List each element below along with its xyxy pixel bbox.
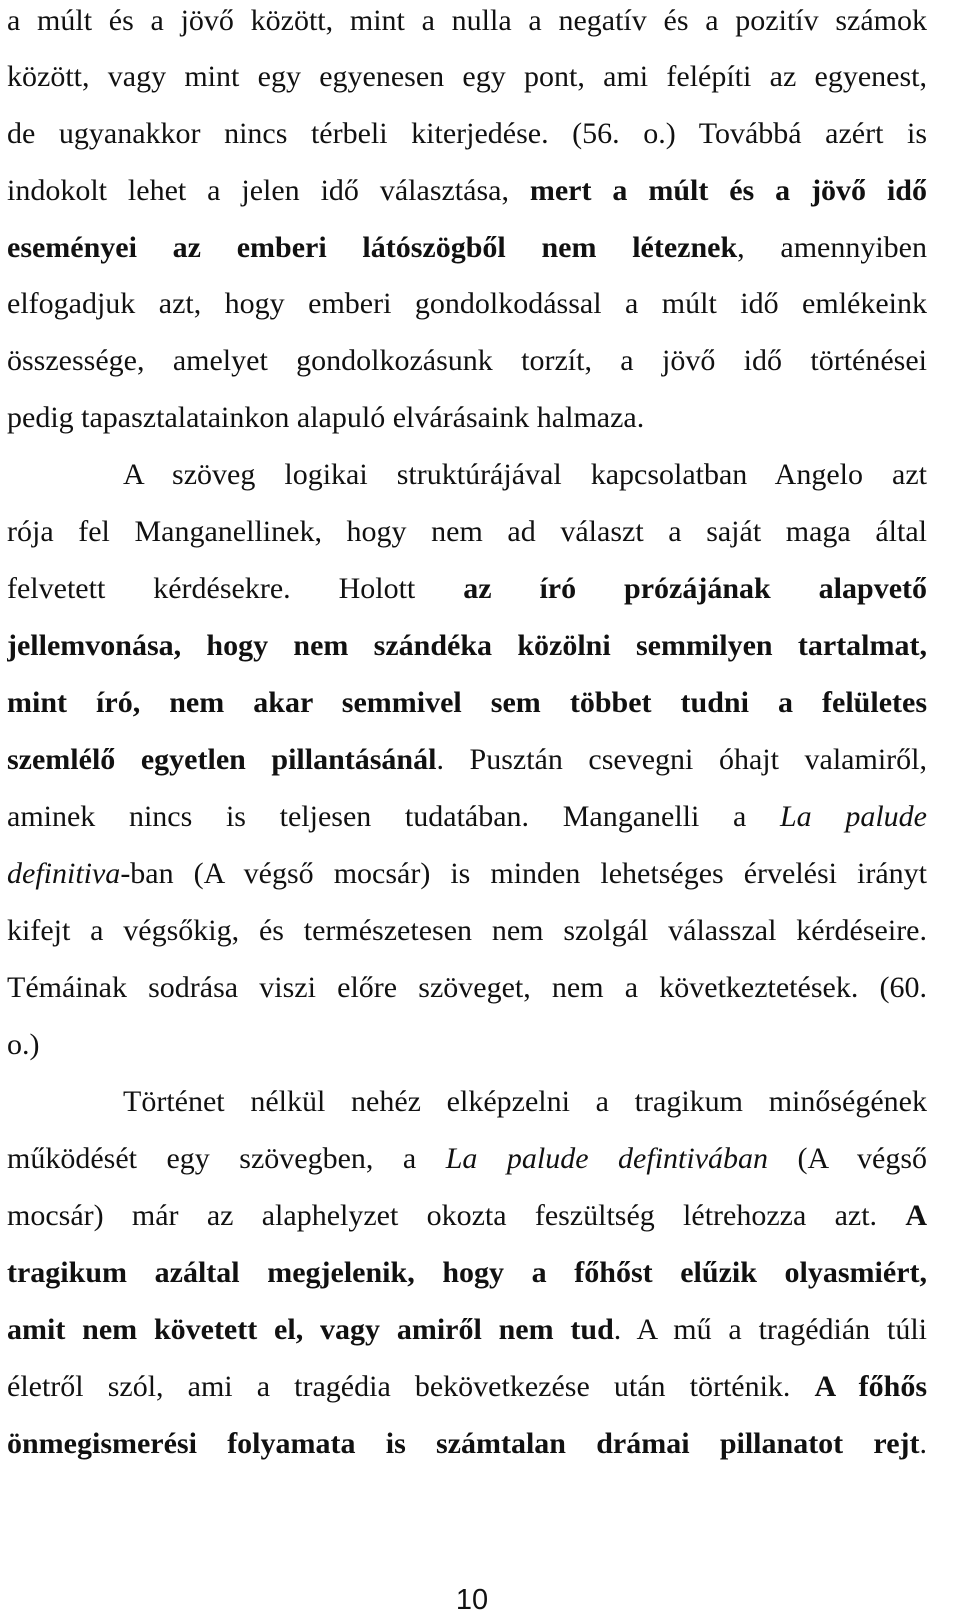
text-run: -ban (A végső mocsár) is minden lehetséges érvelési irányt <box>120 857 927 890</box>
page-number: 10 <box>455 1584 489 1616</box>
text-line <box>7 902 927 959</box>
text-line <box>7 503 927 560</box>
text-line <box>7 0 927 49</box>
text-line <box>7 48 927 105</box>
text-line <box>7 1073 927 1130</box>
text-run: indokolt lehet a jelen idő választása, <box>7 174 530 207</box>
text-line <box>7 1130 927 1187</box>
bold-text-run: A főhős <box>814 1370 927 1403</box>
text-line <box>7 1244 927 1301</box>
text-run: aminek nincs is teljesen tudatában. Manganelli a <box>7 800 780 833</box>
bold-text-run: jellemvonása, hogy nem szándéka közölni semmilyen tartalmat, <box>7 629 927 662</box>
text-run: . Pusztán csevegni óhajt valamiről, <box>436 743 927 776</box>
text-line <box>7 1415 927 1472</box>
text-run: mocsár) már az alaphelyzet okozta feszültség létrehozza azt. <box>7 1199 906 1232</box>
text-run: (A végső <box>768 1142 927 1175</box>
text-line <box>7 332 927 389</box>
text-run: . <box>919 1427 927 1460</box>
text-run: felvetett kérdésekre. Holott <box>7 572 464 605</box>
text-line <box>7 105 927 162</box>
text-run: A szöveg logikai struktúrájával kapcsolatban Angelo azt <box>123 458 927 491</box>
text-run: . A mű a tragédián túli <box>613 1313 927 1346</box>
text-line <box>7 731 927 788</box>
bold-text-run: az író prózájának alapvető <box>463 572 927 605</box>
text-run: a múlt és a jövő között, mint a nulla a negatív és a pozitív számok <box>7 4 927 37</box>
text-run: elfogadjuk azt, hogy emberi gondolkodással a múlt idő emlékeink <box>7 287 927 320</box>
bold-text-run: mert a múlt és a jövő idő <box>529 174 927 207</box>
text-run: Történet nélkül nehéz elképzelni a tragikum minőségének <box>123 1085 927 1118</box>
text-run: működését egy szövegben, a <box>7 1142 446 1175</box>
text-run: o.) <box>7 1028 40 1061</box>
italic-text-run: La palude defintivában <box>445 1142 769 1175</box>
bold-text-run: tragikum azáltal megjelenik, hogy a főhőst elűzik olyasmiért, <box>7 1256 927 1289</box>
text-line <box>7 389 927 446</box>
text-line <box>7 275 927 332</box>
text-line <box>7 1016 927 1073</box>
bold-text-run: mint író, nem akar semmivel sem többet tudni a felületes <box>7 686 927 719</box>
text-line <box>7 162 927 219</box>
text-line <box>7 1187 927 1244</box>
bold-text-run: amit nem követett el, vagy amiről nem tud <box>7 1313 614 1346</box>
text-line <box>7 788 927 845</box>
bold-text-run: A <box>905 1199 927 1232</box>
text-line <box>7 219 927 276</box>
text-run: rója fel Manganellinek, hogy nem ad választ a saját maga által <box>7 515 927 548</box>
text-line <box>7 617 927 674</box>
text-run: Témáinak sodrása viszi előre szöveget, nem a következtetések. (60. <box>7 971 927 1004</box>
text-run: között, vagy mint egy egyenesen egy pont, ami felépíti az egyenest, <box>7 60 927 93</box>
text-line <box>7 1358 927 1415</box>
bold-text-run: önmegismerési folyamata is számtalan drámai pillanatot rejt <box>7 1427 920 1460</box>
italic-text-run: definitiva <box>7 857 121 890</box>
text-line <box>7 446 927 503</box>
text-run: , amennyiben <box>737 231 927 264</box>
bold-text-run: eseményei az emberi látószögből nem léteznek <box>7 231 738 264</box>
text-line <box>7 560 927 617</box>
text-run: kifejt a végsőkig, és természetesen nem szolgál válasszal kérdéseire. <box>7 914 927 947</box>
text-run: összessége, amelyet gondolkozásunk torzít, a jövő idő történései <box>7 344 927 377</box>
text-line <box>7 845 927 902</box>
text-run: pedig tapasztalatainkon alapuló elvárásaink halmaza. <box>7 401 645 434</box>
text-run: de ugyanakkor nincs térbeli kiterjedése. (56. o.) Továbbá azért is <box>7 117 927 150</box>
text-line <box>7 674 927 731</box>
text-line <box>7 959 927 1016</box>
italic-text-run: La palude <box>779 800 927 833</box>
text-line <box>7 1301 927 1358</box>
text-run: életről szól, ami a tragédia bekövetkezése után történik. <box>7 1370 815 1403</box>
bold-text-run: szemlélő egyetlen pillantásánál <box>7 743 437 776</box>
